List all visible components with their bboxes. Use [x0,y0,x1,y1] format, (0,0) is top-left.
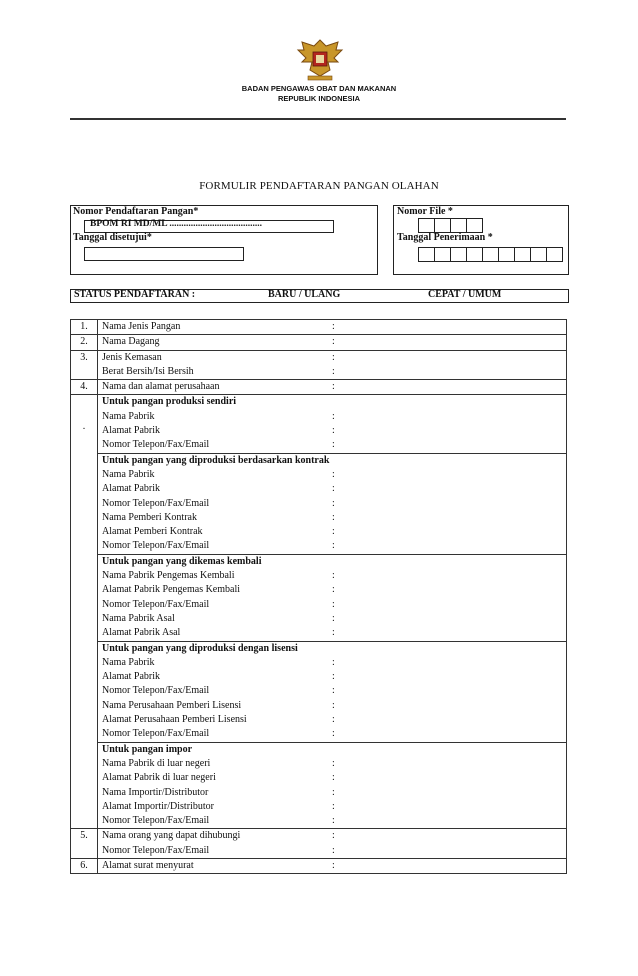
field-label: Nama Perusahaan Pemberi Lisensi [102,699,242,711]
field-colon[interactable]: : [332,656,335,668]
field-label: Alamat Pabrik [102,425,161,437]
field-colon[interactable]: : [332,584,335,596]
row-number: 2. [71,335,98,350]
field-label: Alamat Pabrik Asal [102,627,181,639]
field-colon[interactable]: : [332,365,335,377]
form-table [70,319,567,874]
row-number: 6. [71,858,98,873]
agency-country: REPUBLIK INDONESIA [277,94,361,103]
table-row [71,335,567,350]
field-label: Alamat surat menyurat [102,859,194,871]
field-label: Nomor Telepon/Fax/Email [102,815,210,827]
field-colon[interactable]: : [332,627,335,639]
field-colon[interactable]: : [332,830,335,842]
field-colon[interactable]: : [332,815,335,827]
field-label: Nama Pabrik [102,468,155,480]
bpom-number-text: BPOM RI MD/ML ....................................... [90,219,263,229]
table-row [71,453,567,554]
field-label: Nama Pabrik Pengemas Kembali [102,570,235,582]
field-colon[interactable]: : [332,685,335,697]
field-colon[interactable]: : [332,483,335,495]
table-row [71,350,567,380]
field-colon[interactable]: : [332,321,335,332]
field-label: Nama dan alamat perusahaan [102,381,220,393]
status-option-new[interactable]: BARU / ULANG [268,289,341,300]
field-colon[interactable]: : [332,570,335,582]
field-label: Nomor Telepon/Fax/Email [102,439,210,451]
table-row [71,641,567,742]
receipt-date-cells[interactable] [419,247,563,262]
agency-name: BADAN PENGAWAS OBAT DAN MAKANAN [241,84,397,93]
table-row [71,554,567,641]
file-number-cells[interactable] [419,218,483,233]
field-label: Alamat Pemberi Kontrak [102,526,203,538]
field-colon[interactable]: : [332,468,335,480]
approval-date-label: Tanggal disetujui* [73,232,152,243]
field-colon[interactable]: : [332,844,335,856]
field-label: Nomor Telepon/Fax/Email [102,497,210,509]
field-label: Jenis Kemasan [102,351,162,363]
field-colon[interactable]: : [332,526,335,538]
section-title: Untuk pangan yang diproduksi dengan lisensi [102,642,298,654]
field-label: Nama Pabrik di luar negeri [102,757,211,769]
field-colon[interactable]: : [332,757,335,769]
field-label: Nama Pabrik Asal [102,612,175,624]
field-colon[interactable]: : [332,714,335,726]
field-colon[interactable]: : [332,410,335,422]
field-label: Nama Importir/Distributor [102,786,209,798]
field-label: Nama Dagang [102,336,160,348]
field-colon[interactable]: : [332,540,335,552]
field-label: Alamat Pabrik Pengemas Kembali [102,584,241,596]
status-option-fast[interactable]: CEPAT / UMUM [428,289,502,300]
field-colon[interactable]: : [332,671,335,683]
field-label: Nama Pabrik [102,656,155,668]
form-title: FORMULIR PENDAFTARAN PANGAN OLAHAN [199,180,439,192]
field-label: Nama Jenis Pangan [102,321,181,332]
field-colon[interactable]: : [332,381,335,393]
table-row [71,380,567,395]
field-colon[interactable]: : [332,598,335,610]
row-number: . [71,395,98,829]
field-label: Berat Bersih/Isi Bersih [102,365,194,377]
field-label: Alamat Perusahaan Pemberi Lisensi [102,714,247,726]
table-row [71,395,567,453]
field-colon[interactable]: : [332,786,335,798]
field-colon[interactable]: : [332,612,335,624]
field-label: Nomor Telepon/Fax/Email [102,844,210,856]
field-label: Nomor Telepon/Fax/Email [102,540,210,552]
row-number: 1. [71,320,98,335]
approval-date-field[interactable] [84,247,244,261]
field-colon[interactable]: : [332,859,335,871]
field-colon[interactable]: : [332,497,335,509]
section-title: Untuk pangan produksi sendiri [102,396,237,408]
field-label: Nama Pabrik [102,410,155,422]
field-colon[interactable]: : [332,728,335,740]
table-row [71,320,567,335]
field-colon[interactable]: : [332,336,335,348]
header-rule [70,118,566,120]
row-number: 3. [71,350,98,380]
field-label: Nomor Telepon/Fax/Email [102,685,210,697]
field-colon[interactable]: : [332,439,335,451]
row-number: 5. [71,829,98,859]
status-label: STATUS PENDAFTARAN : [74,289,196,300]
receipt-date-label: Tanggal Penerimaan * [397,232,493,243]
field-label: Alamat Pabrik [102,671,161,683]
field-label: Alamat Importir/Distributor [102,800,214,812]
field-label: Alamat Pabrik di luar negeri [102,772,216,784]
section-title: Untuk pangan impor [102,743,193,755]
row-number: 4. [71,380,98,395]
table-row [71,858,567,873]
registration-number-label: Nomor Pendaftaran Pangan* [73,206,199,217]
field-colon[interactable]: : [332,800,335,812]
section-title: Untuk pangan yang diproduksi berdasarkan kontrak [102,454,330,466]
table-row [71,829,567,859]
table-row [71,742,567,829]
field-label: Nama Pemberi Kontrak [102,511,197,523]
field-label: Nomor Telepon/Fax/Email [102,728,210,740]
garuda-emblem [294,36,346,82]
field-colon[interactable]: : [332,511,335,523]
field-colon[interactable]: : [332,699,335,711]
field-label: Nomor Telepon/Fax/Email [102,598,210,610]
field-colon[interactable]: : [332,351,335,363]
field-colon[interactable]: : [332,425,335,437]
field-colon[interactable]: : [332,772,335,784]
field-label: Nama orang yang dapat dihubungi [102,830,241,842]
field-label: Alamat Pabrik [102,483,161,495]
section-title: Untuk pangan yang dikemas kembali [102,555,262,567]
file-number-label: Nomor File * [397,206,453,217]
